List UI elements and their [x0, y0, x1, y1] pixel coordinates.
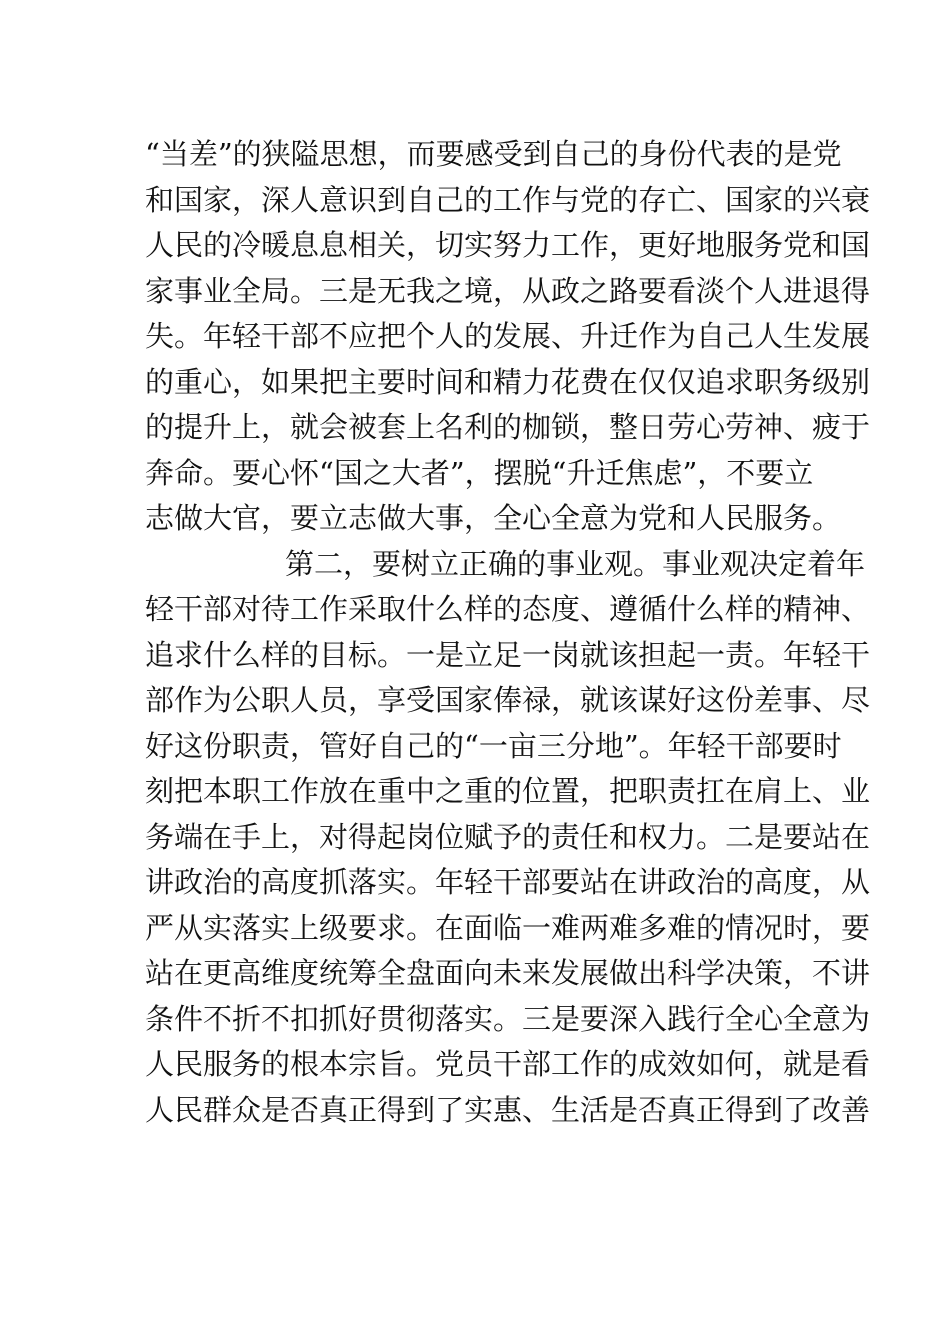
text-line: 的提升上，就会被套上名利的枷锁，整日劳心劳神、疲于: [145, 410, 871, 444]
text-line: 家事业全局。三是无我之境，从政之路要看淡个人进退得: [145, 273, 871, 308]
text-line: 的重心，如果把主要时间和精力花费在仅仅追求职务级别: [145, 364, 871, 399]
text-line: 好这份职责，管好自己的“一亩三分地”。年轻干部要时: [145, 728, 842, 763]
text-line: 条件不折不扣抓好贯彻落实。三是要深入践行全心全意为: [145, 1001, 871, 1036]
text-line: 轻干部对待工作采取什么样的态度、遵循什么样的精神、: [145, 592, 871, 626]
text-line: 部作为公职人员，享受国家俸禄，就该谋好这份差事、尽: [145, 683, 871, 717]
text-line: 务端在手上，对得起岗位赋予的责任和权力。二是要站在: [145, 819, 871, 854]
text-line: “当差”的狭隘思想，而要感受到自己的身份代表的是党: [145, 137, 842, 171]
text-line: 站在更高维度统筹全盘面向未来发展做出科学决策，不讲: [145, 956, 871, 990]
text-line: 追求什么样的目标。一是立足一岗就该担起一责。年轻干: [145, 637, 871, 672]
text-line: 讲政治的高度抓落实。年轻干部要站在讲政治的高度，从: [145, 865, 871, 899]
text-line: 人民的冷暖息息相关，切实努力工作，更好地服务党和国: [145, 228, 871, 262]
text-line: 失。年轻干部不应把个人的发展、升迁作为自己人生发展: [145, 319, 871, 353]
body-text: [145, 132, 871, 1133]
text-line: 和国家，深人意识到自己的工作与党的存亡、国家的兴衰: [145, 182, 871, 217]
text-line: 人民群众是否真正得到了实惠、生活是否真正得到了改善: [145, 1092, 871, 1127]
text-line: 志做大官，要立志做大事，全心全意为党和人民服务。: [145, 501, 842, 535]
text-line: 严从实落实上级要求。在面临一难两难多难的情况时，要: [145, 910, 871, 945]
text-line: 刻把本职工作放在重中之重的位置，把职责扛在肩上、业: [145, 774, 871, 808]
text-line: 人民服务的根本宗旨。党员干部工作的成效如何，就是看: [145, 1047, 871, 1081]
paragraph-start-line: 第二，要树立正确的事业观。事业观决定着年: [285, 546, 866, 581]
text-line: 奔命。要心怀“国之大者”，摆脱“升迁焦虑”，不要立: [145, 455, 814, 490]
